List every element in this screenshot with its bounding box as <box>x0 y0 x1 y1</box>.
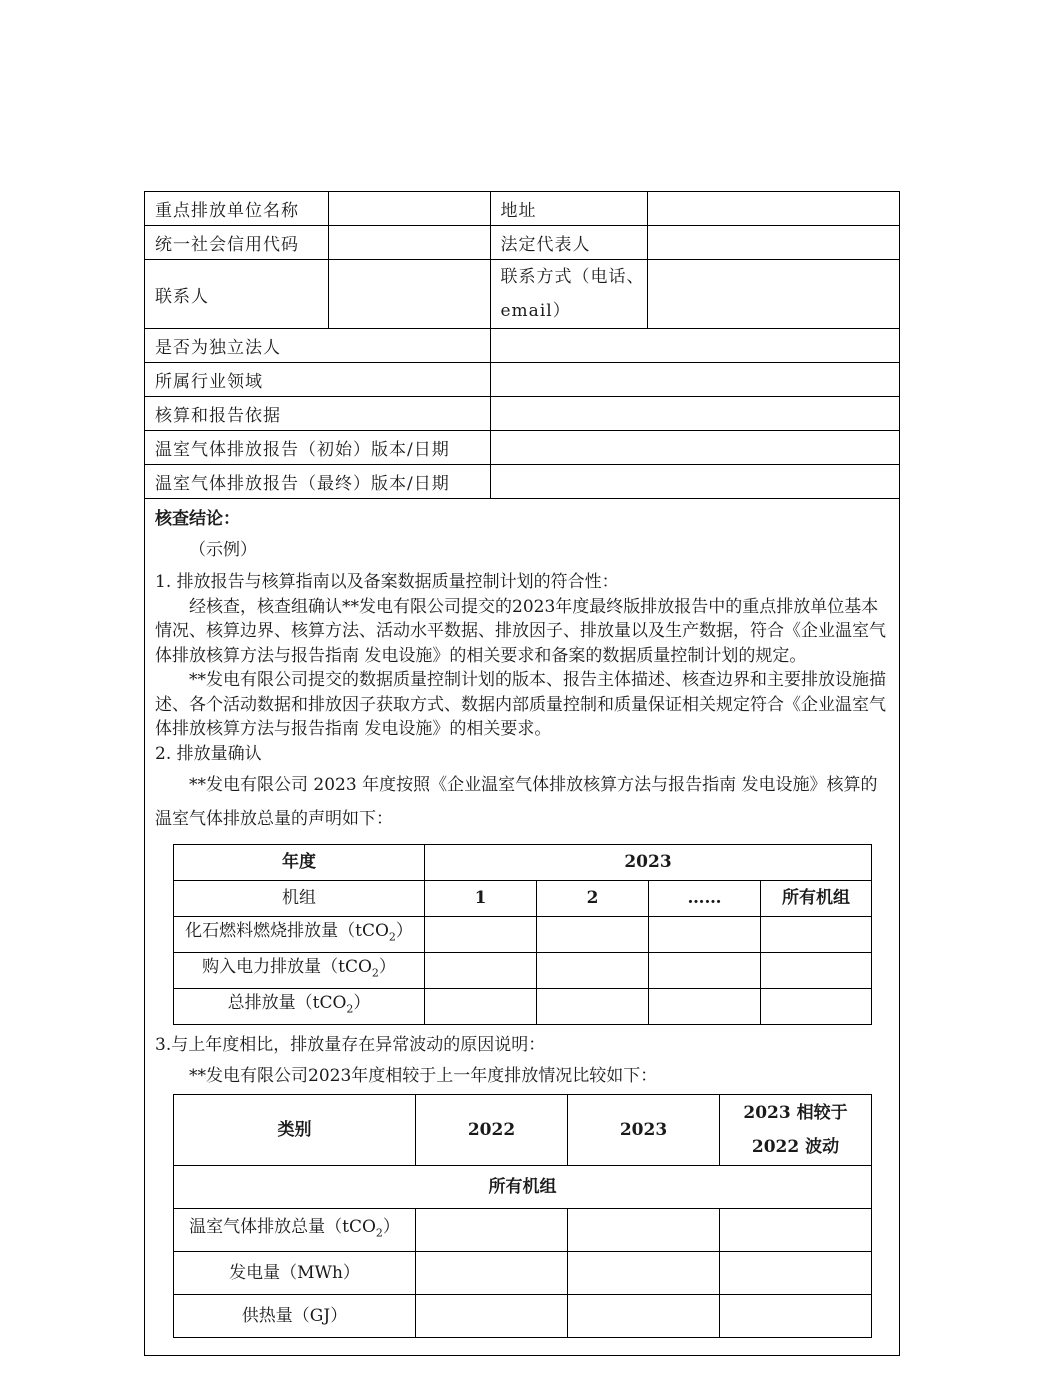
power-emission-label <box>174 953 425 989</box>
table-row <box>174 989 872 1025</box>
subscript: 2 <box>375 1225 383 1239</box>
data-cell[interactable] <box>537 989 649 1025</box>
section-2-title: 2. 排放量确认 <box>155 743 262 764</box>
unit-name-label: 重点排放单位名称 <box>145 192 328 226</box>
section-3-para: **发电有限公司2023年度相较于上一年度排放情况比较如下： <box>189 1066 658 1086</box>
table-row <box>174 1252 872 1295</box>
data-cell[interactable] <box>425 953 537 989</box>
data-cell[interactable] <box>425 917 537 953</box>
data-cell[interactable] <box>537 917 649 953</box>
table-row <box>145 363 899 397</box>
data-cell[interactable] <box>416 1295 568 1338</box>
label-text: 总排放量（tCO <box>227 993 347 1014</box>
section-3-title: 3.与上年度相比，排放量存在异常波动的原因说明： <box>155 1035 546 1055</box>
data-cell[interactable] <box>761 953 872 989</box>
table-row <box>174 1209 872 1252</box>
legal-rep-label: 法定代表人 <box>490 226 647 260</box>
table-row <box>145 431 899 465</box>
data-cell[interactable] <box>720 1252 872 1295</box>
independent-label: 是否为独立法人 <box>145 329 490 363</box>
credit-code-label: 统一社会信用代码 <box>145 226 328 260</box>
address-field[interactable] <box>647 192 899 226</box>
table-row <box>145 226 899 260</box>
subscript: 2 <box>371 966 379 980</box>
label-text: 化石燃料燃烧排放量（tCO <box>185 921 389 942</box>
data-cell[interactable] <box>761 989 872 1025</box>
year-value: 2023 <box>425 845 872 881</box>
unit-col-2: 2 <box>537 881 649 917</box>
change-label-line2: 2022 波动 <box>751 1137 840 1157</box>
table-row <box>174 1166 872 1209</box>
data-cell[interactable] <box>537 953 649 989</box>
table-row <box>174 1295 872 1338</box>
table-row <box>174 845 872 881</box>
basic-info-table <box>145 192 899 499</box>
data-cell[interactable] <box>568 1252 720 1295</box>
total-emission-label <box>174 989 425 1025</box>
unit-col-all: 所有机组 <box>761 881 872 917</box>
comparison-table <box>173 1094 872 1338</box>
contact-label: 联系人 <box>145 260 328 329</box>
category-label: 类别 <box>174 1095 416 1166</box>
data-cell[interactable] <box>720 1209 872 1252</box>
section-2-para: **发电有限公司 2023 年度按照《企业温室气体排放核算方法与报告指南 发电设施》核算的温室气体排放总量的声明如下： <box>155 775 878 829</box>
data-cell[interactable] <box>568 1209 720 1252</box>
table-row <box>145 260 899 329</box>
change-label <box>720 1095 872 1166</box>
data-cell[interactable] <box>649 989 761 1025</box>
close-paren: ） <box>353 993 371 1014</box>
contact-method-label-line1: 联系方式（电话、 <box>500 267 645 287</box>
report-final-field[interactable] <box>490 465 899 499</box>
year-curr: 2023 <box>568 1095 720 1166</box>
close-paren: ） <box>395 921 413 942</box>
report-form <box>144 191 900 1356</box>
unit-name-field[interactable] <box>328 192 490 226</box>
ghg-total-label <box>174 1209 416 1252</box>
table-row <box>174 1095 872 1166</box>
data-cell[interactable] <box>425 989 537 1025</box>
data-cell[interactable] <box>649 953 761 989</box>
table-row <box>145 397 899 431</box>
verification-conclusion <box>145 499 899 1338</box>
table-row <box>174 917 872 953</box>
data-cell[interactable] <box>649 917 761 953</box>
close-paren: ） <box>378 957 396 978</box>
section-1-para-1: 经核查，核查组确认**发电有限公司提交的2023年度最终版排放报告中的重点排放单位基本情况、核算边界、核算方法、活动水平数据、排放因子、排放量以及生产数据，符合《企业温室气体排放核算方法与报告指南 发电设施》的相关要求和备案的数据质量控制计划的规定。 <box>155 596 886 666</box>
table-row <box>145 465 899 499</box>
year-prev: 2022 <box>416 1095 568 1166</box>
report-initial-label: 温室气体排放报告（初始）版本/日期 <box>145 431 490 465</box>
industry-label: 所属行业领域 <box>145 363 490 397</box>
data-cell[interactable] <box>761 917 872 953</box>
credit-code-field[interactable] <box>328 226 490 260</box>
unit-label: 机组 <box>174 881 425 917</box>
all-units-header: 所有机组 <box>174 1166 872 1209</box>
power-gen-label: 发电量（MWh） <box>174 1252 416 1295</box>
data-cell[interactable] <box>568 1295 720 1338</box>
example-note: （示例） <box>189 539 257 560</box>
section-1-title: 1. 排放报告与核算指南以及备案数据质量控制计划的符合性： <box>155 572 619 592</box>
data-cell[interactable] <box>416 1209 568 1252</box>
data-cell[interactable] <box>720 1295 872 1338</box>
industry-field[interactable] <box>490 363 899 397</box>
year-label: 年度 <box>174 845 425 881</box>
label-text: 购入电力排放量（tCO <box>202 957 372 978</box>
contact-method-field[interactable] <box>647 260 899 329</box>
heat-supply-label: 供热量（GJ） <box>174 1295 416 1338</box>
data-cell[interactable] <box>416 1252 568 1295</box>
table-row <box>145 192 899 226</box>
unit-col-1: 1 <box>425 881 537 917</box>
fossil-emission-label <box>174 917 425 953</box>
contact-method-label-line2: email） <box>500 301 571 321</box>
unit-col-more: …… <box>649 881 761 917</box>
emission-table <box>173 844 872 1025</box>
basis-label: 核算和报告依据 <box>145 397 490 431</box>
subscript: 2 <box>346 1002 354 1016</box>
report-initial-field[interactable] <box>490 431 899 465</box>
address-label: 地址 <box>490 192 647 226</box>
report-final-label: 温室气体排放报告（最终）版本/日期 <box>145 465 490 499</box>
conclusion-heading: 核查结论： <box>155 509 240 529</box>
subscript: 2 <box>388 930 396 944</box>
table-row <box>174 881 872 917</box>
legal-rep-field[interactable] <box>647 226 899 260</box>
contact-method-label <box>490 260 647 329</box>
contact-field[interactable] <box>328 260 490 329</box>
table-row <box>174 953 872 989</box>
label-text: 温室气体排放总量（tCO <box>189 1216 376 1237</box>
basis-field[interactable] <box>490 397 899 431</box>
change-label-line1: 2023 相较于 <box>743 1103 848 1123</box>
section-1-para-2: **发电有限公司提交的数据质量控制计划的版本、报告主体描述、核查边界和主要排放设施描述、各个活动数据和排放因子获取方式、数据内部质量控制和质量保证相关规定符合《企业温室气体排放核算方法与报告指南 发电设施》的相关要求。 <box>155 670 886 739</box>
table-row <box>145 329 899 363</box>
close-paren: ） <box>382 1216 400 1237</box>
independent-field[interactable] <box>490 329 899 363</box>
